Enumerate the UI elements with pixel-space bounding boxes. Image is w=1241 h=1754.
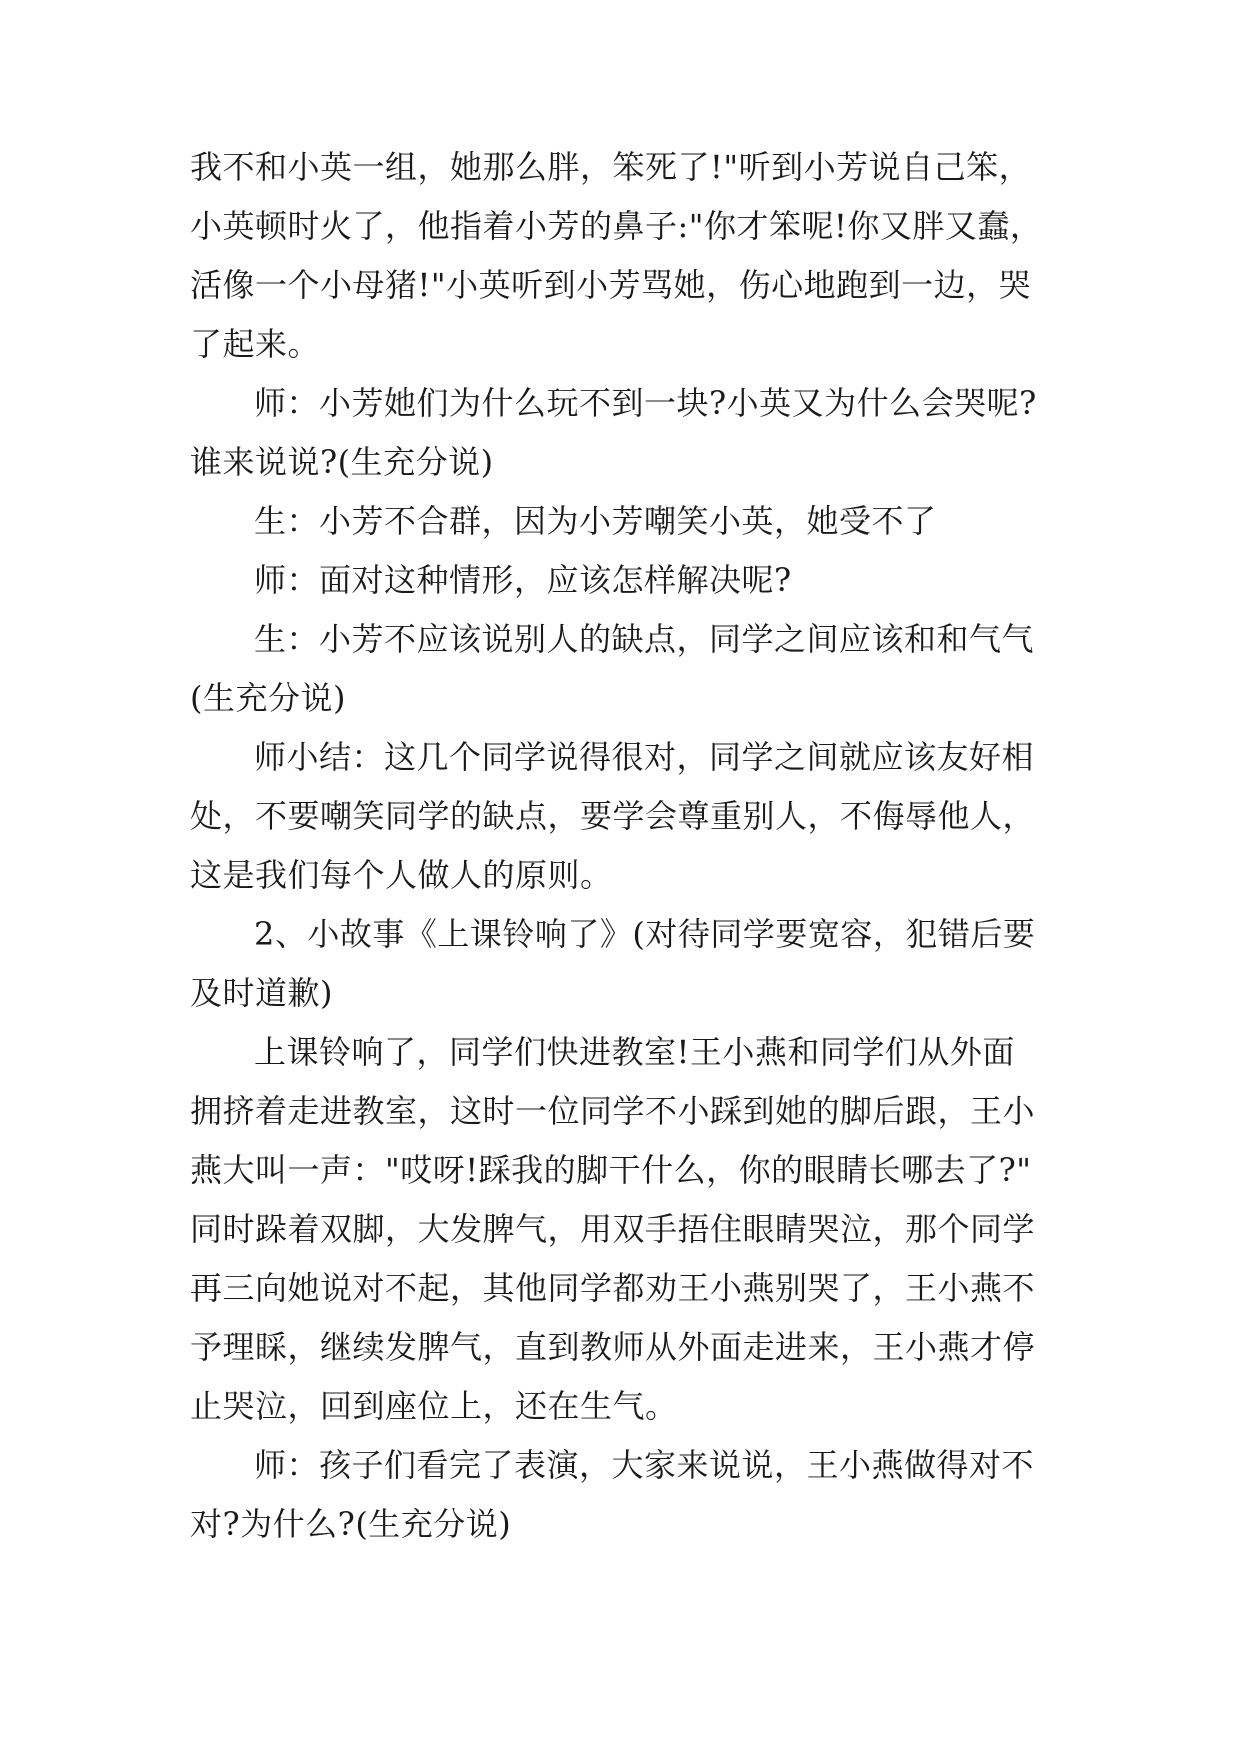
text-line: 师：面对这种情形，应该怎样解决呢?	[254, 561, 792, 599]
document-page	[190, 138, 1060, 1554]
text-line: 小英顿时火了，他指着小芳的鼻子:"你才笨呢!你又胖又蠢，	[190, 207, 1043, 245]
text-line: 上课铃响了，同学们快进教室!王小燕和同学们从外面	[254, 1033, 1015, 1071]
text-line: 这是我们每个人做人的原则。	[190, 856, 613, 894]
text-line: 了起来。	[190, 325, 321, 363]
text-line: 对?为什么?(生充分说)	[190, 1505, 512, 1543]
text-line: (生充分说)	[190, 679, 346, 717]
text-line: 活像一个小母猪!"小英听到小芳骂她，伤心地跑到一边，哭	[190, 266, 1032, 304]
text-line: 师小结：这几个同学说得很对，同学之间就应该友好相	[254, 738, 1035, 776]
text-line: 生：小芳不应该说别人的缺点，同学之间应该和和气气	[254, 620, 1035, 658]
text-line: 再三向她说对不起，其他同学都劝王小燕别哭了，王小燕不	[190, 1269, 1036, 1307]
text-line: 师：小芳她们为什么玩不到一块?小英又为什么会哭呢?	[254, 384, 1037, 422]
text-line: 及时道歉)	[190, 974, 333, 1012]
text-line: 师：孩子们看完了表演，大家来说说，王小燕做得对不	[254, 1446, 1035, 1484]
text-line: 处，不要嘲笑同学的缺点，要学会尊重别人，不侮辱他人，	[190, 797, 1036, 835]
text-line: 燕大叫一声："哎呀!踩我的脚干什么，你的眼睛长哪去了?"	[190, 1151, 1032, 1189]
text-line: 止哭泣，回到座位上，还在生气。	[190, 1387, 678, 1425]
text-line: 2、小故事《上课铃响了》(对待同学要宽容，犯错后要	[254, 915, 1036, 953]
text-line: 谁来说说?(生充分说)	[190, 443, 494, 481]
text-line: 拥挤着走进教室，这时一位同学不小踩到她的脚后跟，王小	[190, 1092, 1036, 1130]
text-line: 生：小芳不合群，因为小芳嘲笑小英，她受不了	[254, 502, 937, 540]
text-line: 同时跺着双脚，大发脾气，用双手捂住眼睛哭泣，那个同学	[190, 1210, 1036, 1248]
text-line: 我不和小英一组，她那么胖，笨死了!"听到小芳说自己笨，	[190, 148, 1032, 186]
text-line: 予理睬，继续发脾气，直到教师从外面走进来，王小燕才停	[190, 1328, 1036, 1366]
